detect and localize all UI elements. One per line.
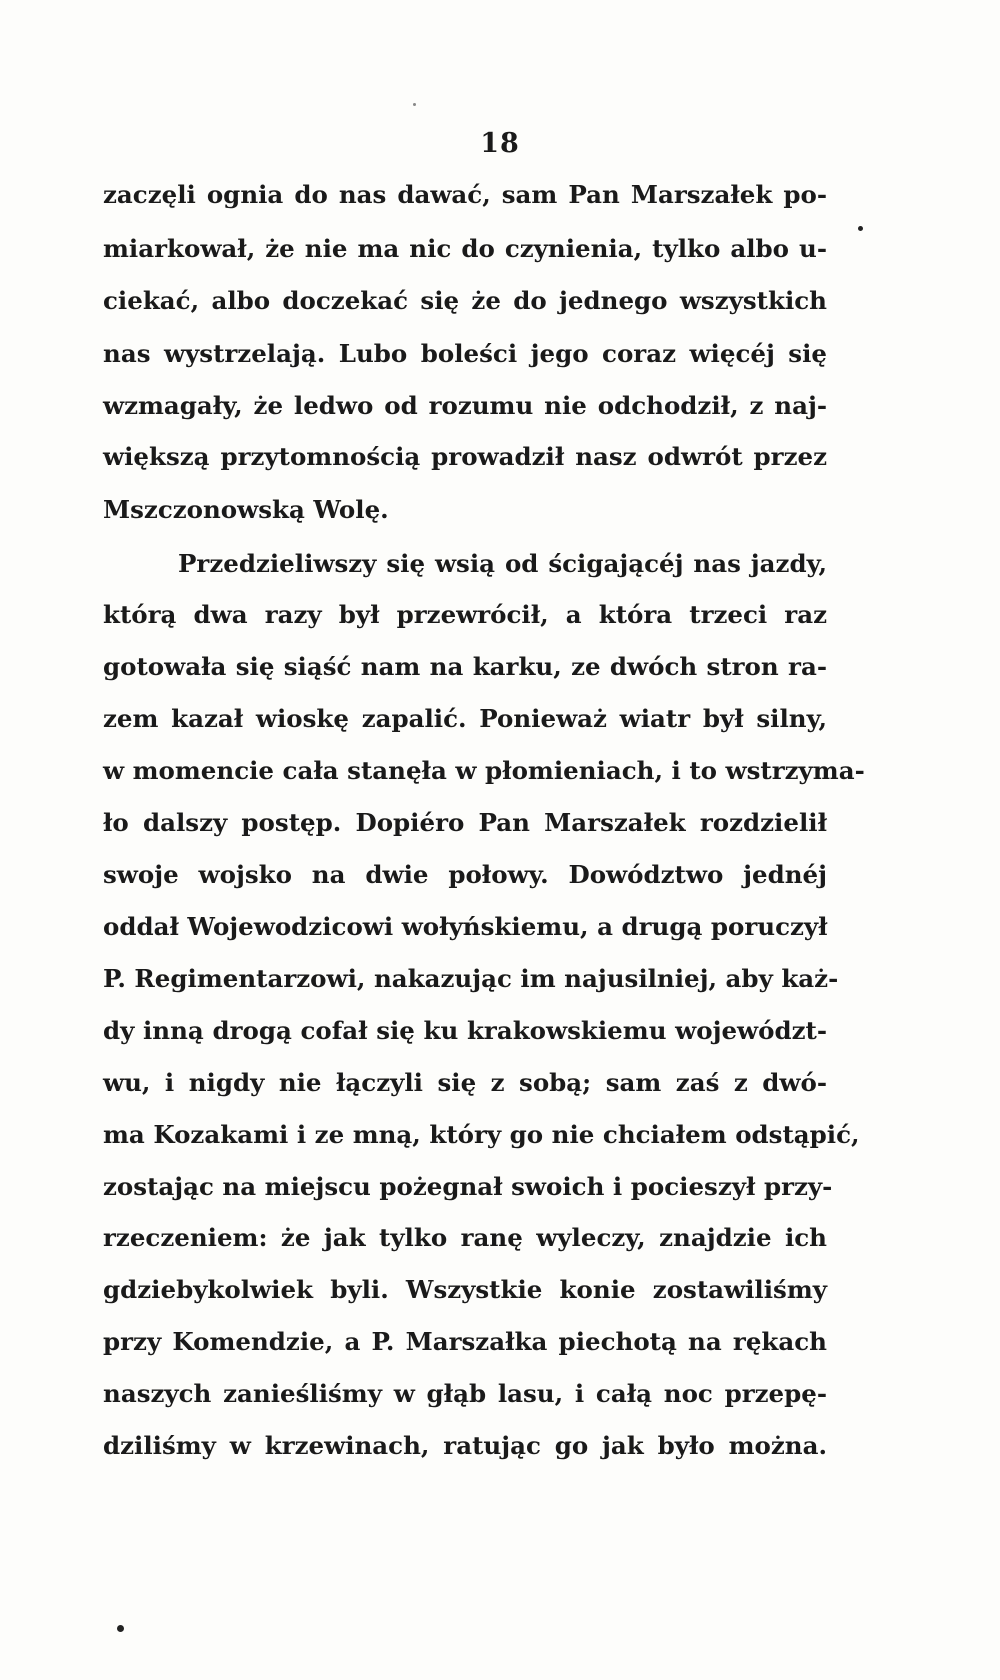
- text-line: którą dwa razy był przewrócił, a która trzeci raz: [103, 600, 827, 629]
- text-line: ciekać, albo doczekać się że do jednego wszystkich: [103, 286, 827, 315]
- text-line: dy inną drogą cofał się ku krakowskiemu województ-: [103, 1016, 827, 1045]
- text-line: przy Komendzie, a P. Marszałka piechotą na rękach: [103, 1327, 827, 1356]
- text-line: Przedzieliwszy się wsią od ścigającéj nas jazdy,: [178, 549, 827, 578]
- text-line: oddał Wojewodzicowi wołyńskiemu, a drugą poruczył: [103, 912, 828, 941]
- text-line: zostając na miejscu pożegnał swoich i pocieszył przy-: [103, 1172, 833, 1201]
- text-line: gdziebykolwiek byli. Wszystkie konie zostawiliśmy: [103, 1275, 827, 1304]
- text-line: gotowała się siąść nam na karku, ze dwóch stron ra-: [103, 652, 827, 681]
- page-number: 18: [480, 128, 520, 159]
- text-line: większą przytomnością prowadził nasz odwrót przez: [103, 442, 827, 471]
- text-line: swoje wojsko na dwie połowy. Dowództwo jednéj: [103, 860, 827, 889]
- text-line: naszych zanieśliśmy w głąb lasu, i całą noc przepę-: [103, 1379, 827, 1408]
- text-line: ło dalszy postęp. Dopiéro Pan Marszałek rozdzielił: [103, 808, 827, 837]
- text-line: P. Regimentarzowi, nakazując im najusilniej, aby każ-: [103, 964, 839, 993]
- text-line: miarkował, że nie ma nic do czynienia, tylko albo u-: [103, 234, 827, 263]
- text-line: dziliśmy w krzewinach, ratując go jak było można.: [103, 1431, 827, 1460]
- text-line: wu, i nigdy nie łączyli się z sobą; sam zaś z dwó-: [103, 1068, 827, 1097]
- text-line: nas wystrzelają. Lubo boleści jego coraz więcéj się: [103, 339, 827, 368]
- text-line: ma Kozakami i ze mną, który go nie chciałem odstąpić,: [103, 1120, 860, 1149]
- text-line: w momencie cała stanęła w płomieniach, i to wstrzyma-: [103, 756, 865, 785]
- ink-speck: [117, 1625, 124, 1632]
- text-line: Mszczonowską Wolę.: [103, 495, 389, 524]
- text-line: rzeczeniem: że jak tylko ranę wyleczy, znajdzie ich: [103, 1223, 827, 1252]
- text-line: zaczęli ognia do nas dawać, sam Pan Marszałek po-: [103, 180, 827, 209]
- text-line: wzmagały, że ledwo od rozumu nie odchodził, z naj-: [103, 391, 827, 420]
- text-line: zem kazał wioskę zapalić. Ponieważ wiatr był silny,: [103, 704, 827, 733]
- ink-speck: [858, 226, 863, 231]
- ink-speck: [413, 103, 416, 106]
